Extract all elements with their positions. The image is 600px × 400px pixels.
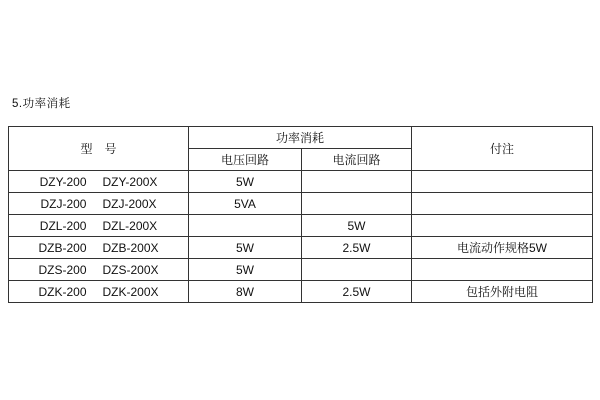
model-name: DZS-200 [38, 262, 87, 277]
model-pair [11, 241, 186, 255]
cell-note: 包括外附电阻 [412, 281, 593, 303]
cell-model [9, 171, 189, 193]
model-name: DZY-200 [39, 174, 87, 189]
cell-note [412, 215, 593, 237]
cell-voltage-circuit: 8W [189, 281, 302, 303]
table-row [9, 215, 593, 237]
model-name: DZL-200 [39, 218, 87, 233]
cell-voltage-circuit: 5W [189, 259, 302, 281]
section-heading: 5.功率消耗 [12, 98, 71, 110]
model-name-x: DZK-200X [102, 284, 159, 299]
model-name-x: DZS-200X [102, 262, 159, 277]
col-header-power-group: 功率消耗 [189, 127, 412, 149]
model-pair [11, 285, 186, 299]
cell-current-circuit [302, 193, 412, 215]
model-pair [11, 175, 186, 189]
table-row [9, 193, 593, 215]
model-name: DZK-200 [38, 284, 87, 299]
cell-current-circuit [302, 171, 412, 193]
col-header-note: 付注 [412, 127, 593, 171]
model-name-x: DZJ-200X [102, 196, 157, 211]
cell-voltage-circuit: 5VA [189, 193, 302, 215]
power-consumption-table [8, 126, 593, 303]
model-pair [11, 263, 186, 277]
cell-note [412, 171, 593, 193]
cell-current-circuit: 2.5W [302, 237, 412, 259]
model-name-x: DZB-200X [102, 240, 159, 255]
table-row [9, 281, 593, 303]
cell-voltage-circuit [189, 215, 302, 237]
col-header-voltage-circuit: 电压回路 [189, 149, 302, 171]
cell-model [9, 281, 189, 303]
model-name: DZJ-200 [40, 196, 87, 211]
model-name-x: DZL-200X [102, 218, 158, 233]
table-row [9, 171, 593, 193]
cell-current-circuit [302, 259, 412, 281]
header-row-top [9, 127, 593, 149]
cell-voltage-circuit: 5W [189, 237, 302, 259]
col-header-model: 型 号 [9, 127, 189, 171]
model-pair [11, 197, 186, 211]
table-row [9, 237, 593, 259]
table-row [9, 259, 593, 281]
cell-current-circuit: 2.5W [302, 281, 412, 303]
col-header-current-circuit: 电流回路 [302, 149, 412, 171]
cell-note [412, 259, 593, 281]
cell-note [412, 193, 593, 215]
cell-current-circuit: 5W [302, 215, 412, 237]
model-name-x: DZY-200X [102, 174, 158, 189]
model-name: DZB-200 [38, 240, 87, 255]
cell-model [9, 215, 189, 237]
cell-model [9, 259, 189, 281]
model-pair [11, 219, 186, 233]
cell-model [9, 193, 189, 215]
cell-note: 电流动作规格5W [412, 237, 593, 259]
cell-voltage-circuit: 5W [189, 171, 302, 193]
cell-model [9, 237, 189, 259]
